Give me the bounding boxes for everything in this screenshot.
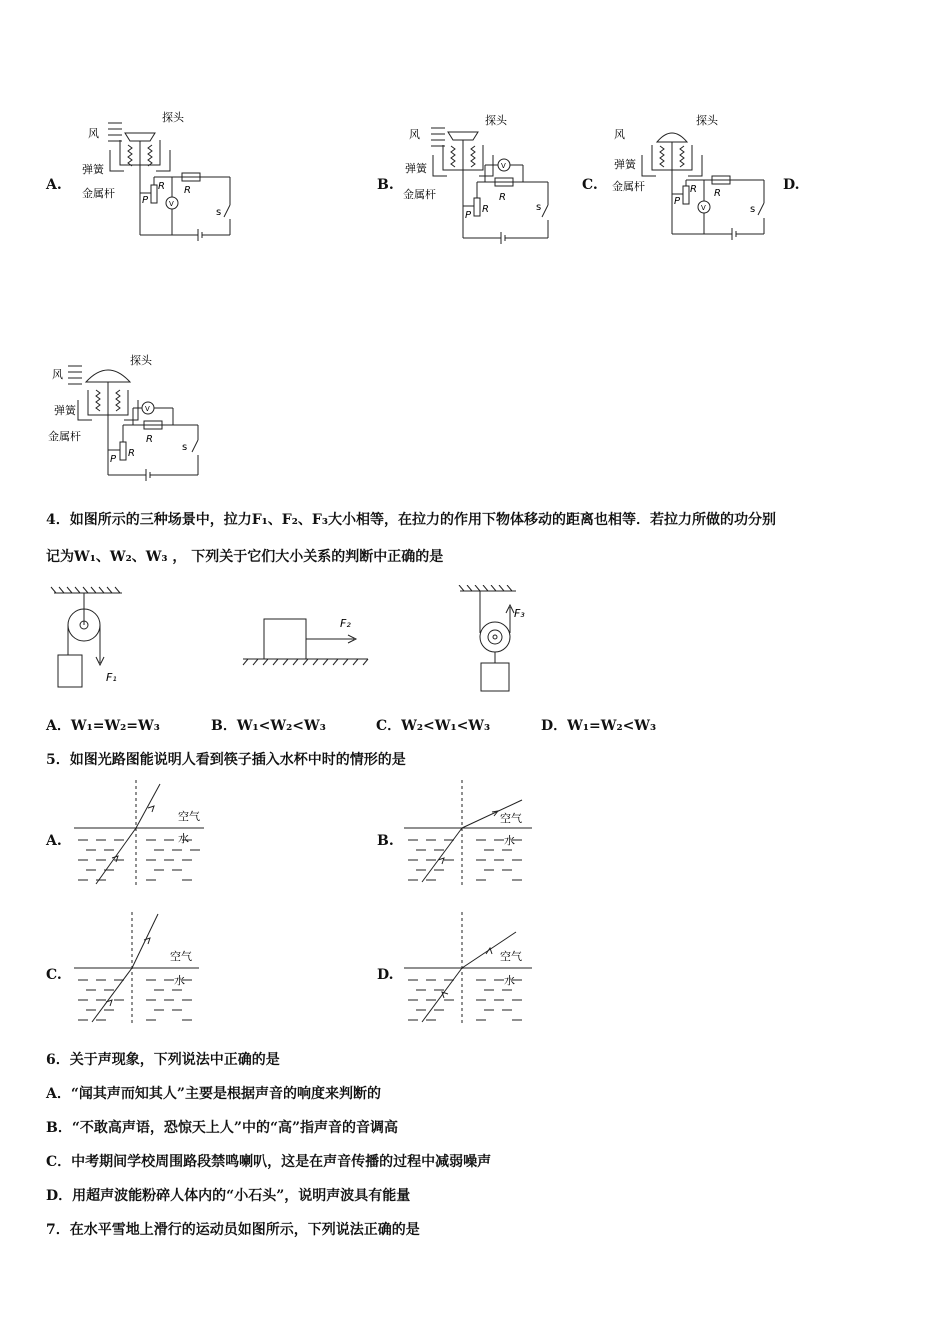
q3-circuit-b-diagram bbox=[403, 110, 563, 250]
q3-option-a-label: A. bbox=[46, 177, 62, 193]
q4-stem-line1: 4．如图所示的三种场景中，拉力F₁、F₂、F₃大小相等，在拉力的作用下物体移动的距离也相等．若拉力所做的功分别 bbox=[46, 512, 776, 528]
q7-stem: 7．在水平雪地上滑行的运动员如图所示，下列说法正确的是 bbox=[46, 1222, 420, 1238]
q3d-spring-label: 弹簧 bbox=[54, 404, 76, 417]
q5-option-d-label: D. bbox=[377, 967, 394, 983]
q4-option-c: C．W₂<W₁<W₃ bbox=[376, 718, 491, 734]
q3b-rod-label: 金属杆 bbox=[403, 188, 436, 201]
q4-option-a: A．W₁=W₂=W₃ bbox=[46, 718, 160, 734]
q3c-probe-label: 探头 bbox=[696, 114, 718, 127]
q3c-r2-label: R bbox=[690, 184, 697, 195]
q3a-p-label: P bbox=[142, 195, 149, 206]
q3b-r2-label: R bbox=[482, 204, 489, 215]
q3c-p-label: P bbox=[674, 196, 681, 207]
q3d-p-label: P bbox=[110, 454, 117, 465]
q5c-water-label: 水 bbox=[174, 974, 185, 987]
q3b-switch-label: s bbox=[536, 202, 542, 213]
q4-option-d: D．W₁=W₂<W₃ bbox=[541, 718, 657, 734]
q3-option-b-label: B. bbox=[377, 177, 394, 193]
q3a-probe-label: 探头 bbox=[162, 111, 184, 124]
q3c-rod-label: 金属杆 bbox=[612, 180, 645, 193]
q3b-r1-label: R bbox=[499, 192, 506, 203]
q3a-switch-label: s bbox=[216, 207, 222, 218]
q4-option-b: B．W₁<W₂<W₃ bbox=[211, 718, 326, 734]
q3b-wind-label: 风 bbox=[409, 128, 420, 141]
q3d-r2-label: R bbox=[128, 448, 135, 459]
q6-option-a: A．“闻其声而知其人”主要是根据声音的响度来判断的 bbox=[46, 1086, 381, 1102]
q3b-p-label: P bbox=[465, 210, 472, 221]
q5d-water-label: 水 bbox=[504, 974, 515, 987]
q3a-spring-label: 弹簧 bbox=[82, 163, 104, 176]
q3d-voltmeter-label: V bbox=[145, 405, 150, 413]
q3a-r1-label: R bbox=[184, 185, 191, 196]
q5-option-c-label: C. bbox=[46, 967, 62, 983]
q3c-wind-label: 风 bbox=[614, 128, 625, 141]
q5-light-c-diagram bbox=[74, 912, 209, 1027]
q4-pulley-figures bbox=[48, 585, 548, 695]
q3c-spring-label: 弹簧 bbox=[614, 158, 636, 171]
q5-option-b-label: B. bbox=[377, 833, 394, 849]
q3c-voltmeter-label: V bbox=[701, 204, 706, 212]
q5d-air-label: 空气 bbox=[500, 950, 522, 963]
q3a-r2-label: R bbox=[158, 181, 165, 192]
q5b-air-label: 空气 bbox=[500, 812, 522, 825]
q5a-air-label: 空气 bbox=[178, 810, 200, 823]
q6-stem: 6．关于声现象，下列说法中正确的是 bbox=[46, 1052, 280, 1068]
q4-f3-label: F₃ bbox=[514, 607, 525, 620]
q3-option-c-label: C. bbox=[582, 177, 598, 193]
q6-option-c: C．中考期间学校周围路段禁鸣喇叭，这是在声音传播的过程中减弱噪声 bbox=[46, 1154, 492, 1170]
q3a-voltmeter-label: V bbox=[169, 200, 174, 208]
q3-option-d-label: D. bbox=[783, 177, 800, 193]
q3-circuit-c-diagram bbox=[612, 110, 772, 250]
q3a-wind-label: 风 bbox=[88, 127, 99, 140]
q5c-air-label: 空气 bbox=[170, 950, 192, 963]
q4-f2-label: F₂ bbox=[340, 617, 351, 630]
q5-light-d-diagram bbox=[404, 912, 539, 1027]
q3-circuit-d-diagram bbox=[48, 350, 218, 490]
q4-stem-line2: 记为W₁、W₂、W₃ ， 下列关于它们大小关系的判断中正确的是 bbox=[46, 549, 444, 565]
q4-f1-label: F₁ bbox=[106, 671, 117, 684]
q3b-spring-label: 弹簧 bbox=[405, 162, 427, 175]
q3-circuit-a-diagram bbox=[80, 105, 240, 245]
q5a-water-label: 水 bbox=[178, 832, 189, 845]
q3c-r1-label: R bbox=[714, 188, 721, 199]
q3d-r1-label: R bbox=[146, 434, 153, 445]
q3a-rod-label: 金属杆 bbox=[82, 187, 115, 200]
q3b-voltmeter-label: V bbox=[501, 162, 506, 170]
q3d-switch-label: s bbox=[182, 442, 188, 453]
q3d-probe-label: 探头 bbox=[130, 354, 152, 367]
q5-option-a-label: A. bbox=[46, 833, 62, 849]
q5b-water-label: 水 bbox=[504, 834, 515, 847]
q6-option-b: B．“不敢高声语，恐惊天上人”中的“高”指声音的音调高 bbox=[46, 1120, 399, 1136]
q5-stem: 5．如图光路图能说明人看到筷子插入水杯中时的情形的是 bbox=[46, 752, 406, 768]
q3b-probe-label: 探头 bbox=[485, 114, 507, 127]
q3c-switch-label: s bbox=[750, 204, 756, 215]
q3d-wind-label: 风 bbox=[52, 368, 63, 381]
q5-light-b-diagram bbox=[404, 780, 539, 890]
q3d-rod-label: 金属杆 bbox=[48, 430, 81, 443]
q6-option-d: D．用超声波能粉碎人体内的“小石头”，说明声波具有能量 bbox=[46, 1188, 411, 1204]
q5-light-a-diagram bbox=[74, 780, 209, 890]
